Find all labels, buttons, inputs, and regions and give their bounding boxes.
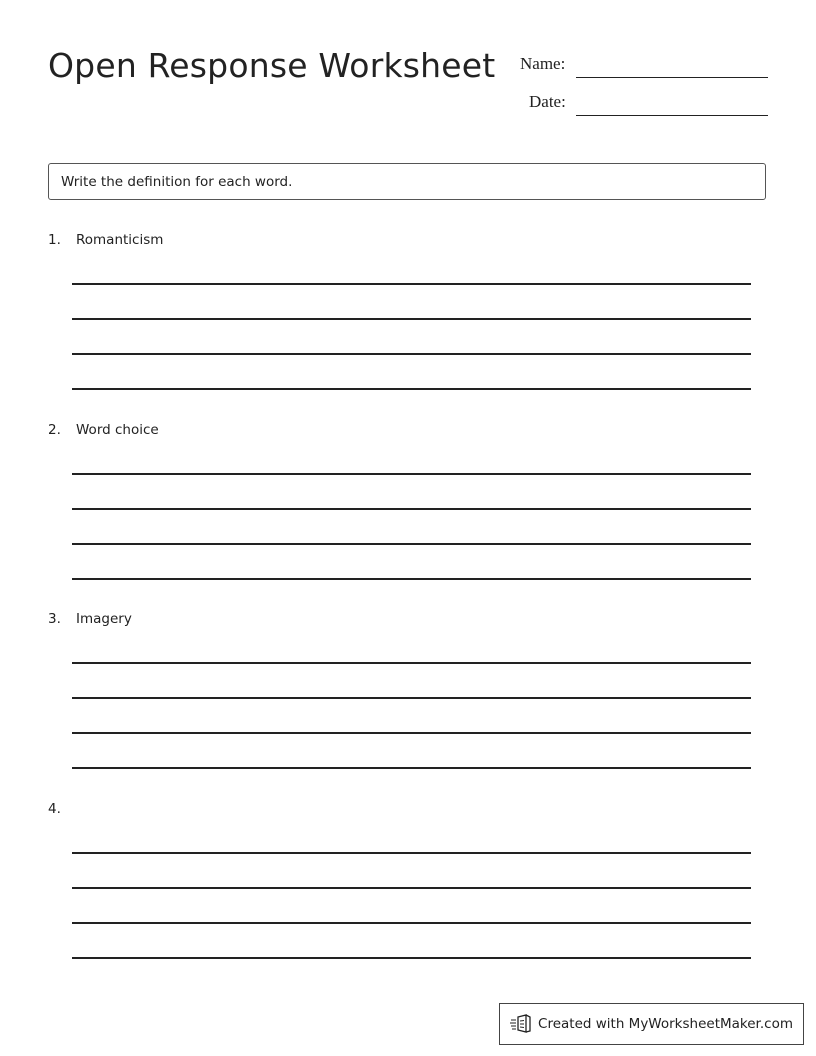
answer-line[interactable] xyxy=(72,697,751,699)
question-word: Word choice xyxy=(76,422,159,438)
question-1 xyxy=(48,232,768,402)
answer-line[interactable] xyxy=(72,767,751,769)
credit-text: Created with MyWorksheetMaker.com xyxy=(538,1016,793,1032)
answer-line[interactable] xyxy=(72,732,751,734)
worksheet-title: Open Response Worksheet xyxy=(48,46,496,85)
answer-line[interactable] xyxy=(72,283,751,285)
answer-line[interactable] xyxy=(72,508,751,510)
answer-line[interactable] xyxy=(72,318,751,320)
answer-line[interactable] xyxy=(72,662,751,664)
name-field[interactable] xyxy=(576,77,768,78)
date-field[interactable] xyxy=(576,115,768,116)
question-word: Imagery xyxy=(76,611,132,627)
question-number: 2. xyxy=(48,422,61,438)
instructions-box: Write the definition for each word. xyxy=(48,163,766,200)
question-number: 3. xyxy=(48,611,61,627)
name-label: Name: xyxy=(520,54,566,73)
date-label: Date: xyxy=(529,92,566,111)
credit-badge[interactable] xyxy=(499,1003,804,1045)
worksheet-maker-logo-icon xyxy=(510,1014,532,1034)
answer-line[interactable] xyxy=(72,353,751,355)
answer-line[interactable] xyxy=(72,578,751,580)
answer-line[interactable] xyxy=(72,887,751,889)
answer-line[interactable] xyxy=(72,852,751,854)
question-word: Romanticism xyxy=(76,232,164,248)
answer-line[interactable] xyxy=(72,388,751,390)
question-number: 4. xyxy=(48,801,61,817)
answer-line[interactable] xyxy=(72,957,751,959)
question-2 xyxy=(48,422,768,592)
question-3 xyxy=(48,611,768,781)
answer-line[interactable] xyxy=(72,543,751,545)
question-number: 1. xyxy=(48,232,61,248)
answer-line[interactable] xyxy=(72,922,751,924)
question-4 xyxy=(48,801,768,971)
answer-line[interactable] xyxy=(72,473,751,475)
